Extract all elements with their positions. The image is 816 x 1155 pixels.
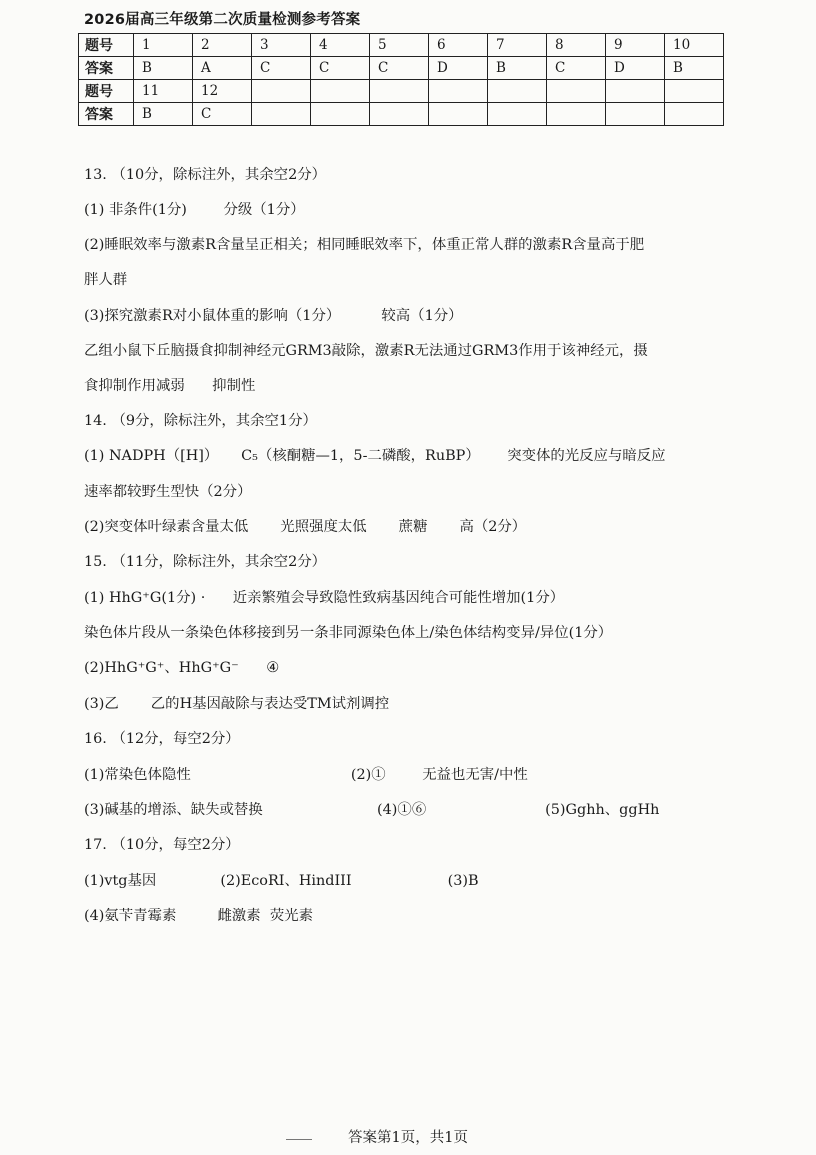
- answer-line-q15-1a: (1) HhG⁺G(1分) · 近亲繁殖会导致隐性致病基因纯合可能性增加(1分）: [84, 590, 565, 606]
- table-cell: B: [488, 57, 547, 80]
- answer-line-q14-2: (2)突变体叶绿素含量太低 光照强度太低 蔗糖 高（2分）: [84, 519, 527, 535]
- table-cell: [665, 80, 724, 103]
- table-cell: 9: [606, 34, 665, 57]
- answer-line-q16-2: (3)碱基的增添、缺失或替换 (4)①⑥ (5)Gghh、ggHh: [84, 802, 660, 818]
- table-row-answer: [79, 57, 724, 80]
- table-cell: [252, 80, 311, 103]
- answer-line-q15-3: (3)乙 乙的H基因敲除与表达受TM试剂调控: [84, 696, 390, 712]
- table-cell: [547, 80, 606, 103]
- row-label: 题号: [79, 80, 134, 103]
- answer-line-q15-1b: 染色体片段从一条染色体移接到另一条非同源染色体上/染色体结构变异/异位(1分）: [84, 625, 613, 641]
- answer-line-q13-2b: 胖人群: [84, 272, 128, 288]
- answer-line-q16-head: 16. （12分，每空2分）: [84, 731, 240, 747]
- table-cell: 5: [370, 34, 429, 57]
- table-cell: 6: [429, 34, 488, 57]
- table-cell: [606, 103, 665, 126]
- table-cell: 12: [193, 80, 252, 103]
- table-row-number: [79, 80, 724, 103]
- table-cell: 4: [311, 34, 370, 57]
- table-cell: C: [311, 57, 370, 80]
- answer-line-q15-2: (2)HhG⁺G⁺、HhG⁺G⁻ ④: [84, 660, 280, 676]
- answer-line-q13-head: 13. （10分，除标注外，其余空2分）: [84, 167, 327, 183]
- answer-line-q17-2: (4)氨苄青霉素 雌激素 荧光素: [84, 908, 314, 924]
- answer-line-q14-1b: 速率都较野生型快（2分）: [84, 484, 252, 500]
- table-cell: [488, 103, 547, 126]
- table-cell: [488, 80, 547, 103]
- row-label: 答案: [79, 57, 134, 80]
- footer-divider: [286, 1139, 312, 1140]
- table-cell: B: [134, 103, 193, 126]
- table-cell: [311, 80, 370, 103]
- table-cell: D: [606, 57, 665, 80]
- table-cell: B: [134, 57, 193, 80]
- table-row-answer: [79, 103, 724, 126]
- page-title: 2026届高三年级第二次质量检测参考答案: [84, 12, 361, 28]
- table-cell: [370, 80, 429, 103]
- table-cell: 2: [193, 34, 252, 57]
- table-cell: C: [547, 57, 606, 80]
- table-row-number: [79, 34, 724, 57]
- table-cell: [429, 80, 488, 103]
- answer-line-q16-1: (1)常染色体隐性 (2)① 无益也无害/中性: [84, 767, 528, 783]
- table-cell: [370, 103, 429, 126]
- row-label: 题号: [79, 34, 134, 57]
- table-cell: [547, 103, 606, 126]
- table-cell: C: [252, 57, 311, 80]
- answer-line-q17-head: 17. （10分，每空2分）: [84, 837, 240, 853]
- page-footer: 答案第1页，共1页: [348, 1130, 468, 1146]
- table-cell: [429, 103, 488, 126]
- answer-line-q15-head: 15. （11分，除标注外，其余空2分）: [84, 554, 327, 570]
- answer-line-q13-2a: (2)睡眠效率与激素R含量呈正相关；相同睡眠效率下，体重正常人群的激素R含量高于肥: [84, 237, 645, 253]
- answer-line-q14-1a: (1) NADPH（[H]） C₅（核酮糖—1，5-二磷酸，RuBP） 突变体的光反应与暗反应: [84, 448, 666, 464]
- table-cell: D: [429, 57, 488, 80]
- table-cell: 10: [665, 34, 724, 57]
- answer-table: [78, 33, 724, 126]
- answer-line-q14-head: 14. （9分，除标注外，其余空1分）: [84, 413, 317, 429]
- table-cell: C: [193, 103, 252, 126]
- answer-line-q17-1: (1)vtg基因 (2)EcoRI、HindIII (3)B: [84, 873, 479, 889]
- table-cell: 3: [252, 34, 311, 57]
- table-cell: 1: [134, 34, 193, 57]
- table-cell: [606, 80, 665, 103]
- table-cell: [252, 103, 311, 126]
- table-cell: A: [193, 57, 252, 80]
- table-cell: [665, 103, 724, 126]
- table-cell: 7: [488, 34, 547, 57]
- answer-line-q13-1: (1) 非条件(1分) 分级（1分）: [84, 202, 305, 218]
- answer-line-q13-3b: 乙组小鼠下丘脑摄食抑制神经元GRM3敲除，激素R无法通过GRM3作用于该神经元，摄: [84, 343, 648, 359]
- table-cell: [311, 103, 370, 126]
- answer-line-q13-3c: 食抑制作用减弱 抑制性: [84, 378, 256, 394]
- table-cell: B: [665, 57, 724, 80]
- row-label: 答案: [79, 103, 134, 126]
- table-cell: C: [370, 57, 429, 80]
- table-cell: 8: [547, 34, 606, 57]
- table-cell: 11: [134, 80, 193, 103]
- answer-line-q13-3a: (3)探究激素R对小鼠体重的影响（1分） 较高（1分）: [84, 308, 463, 324]
